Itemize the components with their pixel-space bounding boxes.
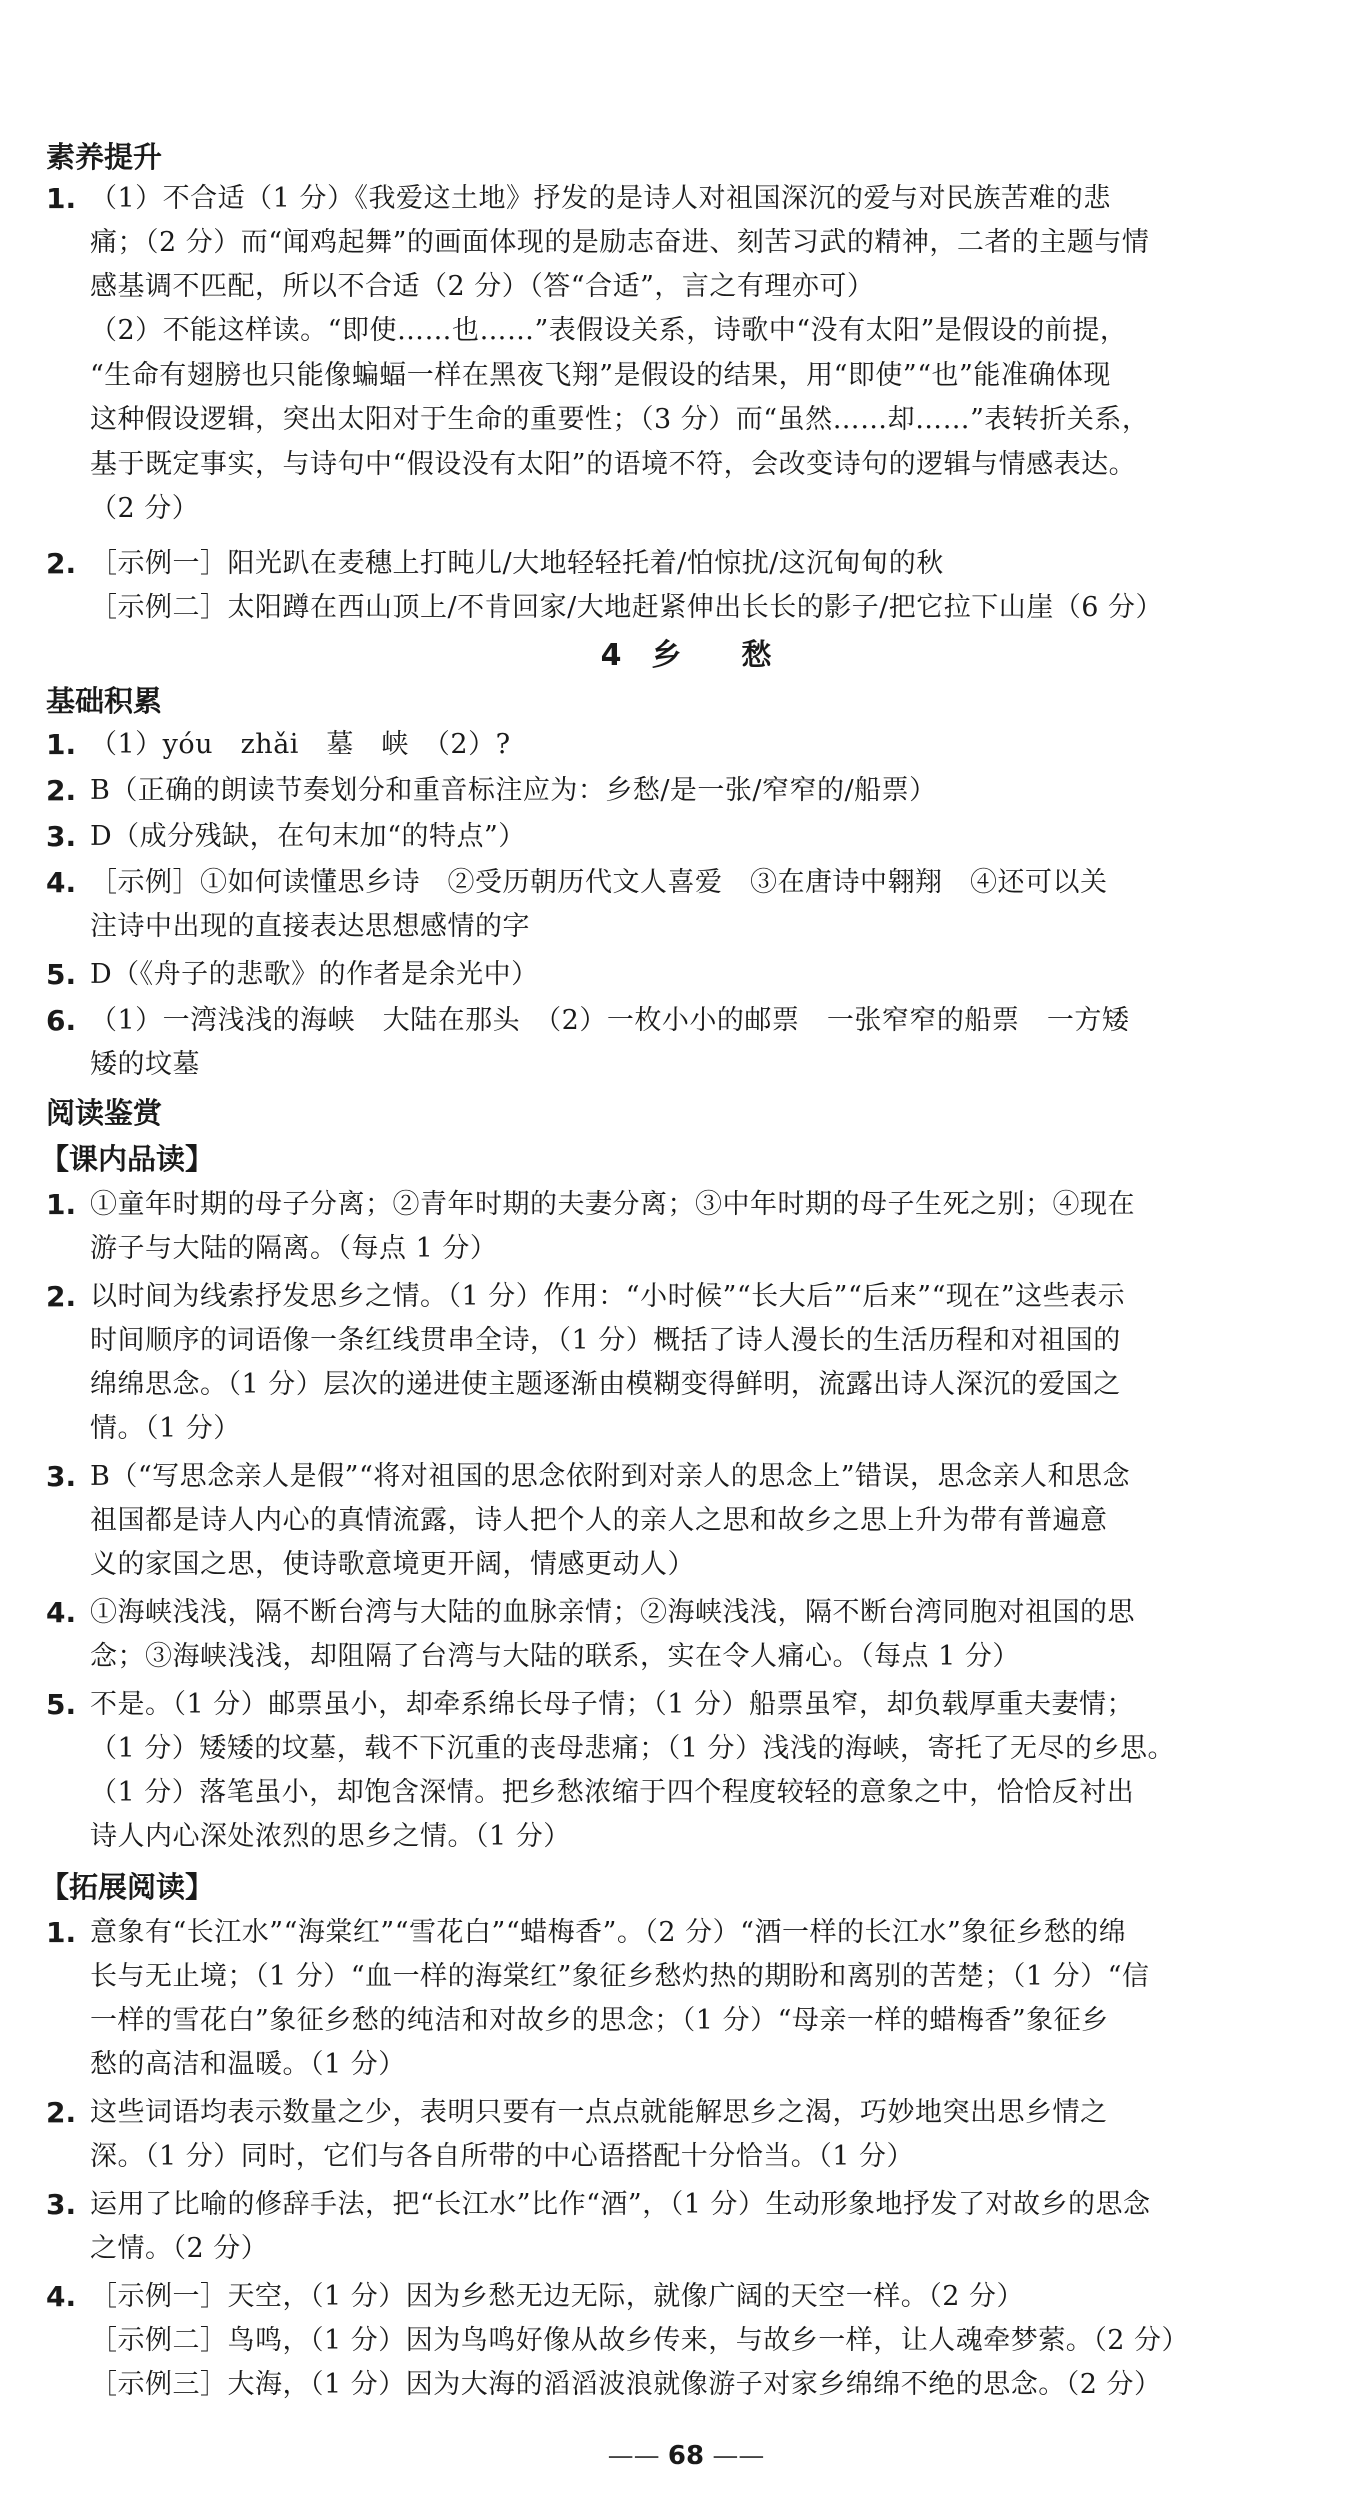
answer-line: 感基调不匹配，所以不合适（2 分）（答“合适”，言之有理亦可） (90, 271, 875, 302)
item-number: 5. (46, 1688, 77, 1721)
answer-line: 绵绵思念。（1 分）层次的递进使主题逐渐由模糊变得鲜明，流露出诗人深沉的爱国之 (90, 1369, 1121, 1400)
answer-line: ［示例一］天空，（1 分）因为乡愁无边无际，就像广阔的天空一样。（2 分） (90, 2281, 1025, 2312)
answer-line: （2 分） (90, 493, 200, 524)
answer-line: 这些词语均表示数量之少，表明只要有一点点就能解思乡之渴，巧妙地突出思乡情之 (90, 2097, 1108, 2128)
answer-line: 游子与大陆的隔离。（每点 1 分） (90, 1233, 498, 1264)
subsection-heading: 【课内品读】 (40, 1142, 215, 1176)
answer-line: ［示例］①如何读懂思乡诗 ②受历朝历代文人喜爱 ③在唐诗中翱翔 ④还可以关 (90, 867, 1108, 898)
item-number: 2. (46, 2096, 77, 2129)
answer-line: ［示例一］阳光趴在麦穗上打盹儿/大地轻轻托着/怕惊扰/这沉甸甸的秋 (90, 548, 944, 579)
item-number: 2. (46, 547, 77, 580)
answer-line: 这种假设逻辑，突出太阳对于生命的重要性；（3 分）而“虽然……却……”表转折关系， (90, 404, 1150, 435)
answer-line: （1 分）落笔虽小，却饱含深情。把乡愁浓缩于四个程度较轻的意象之中，恰恰反衬出 (90, 1777, 1135, 1808)
answer-line: （1 分）矮矮的坟墓，载不下沉重的丧母悲痛；（1 分）浅浅的海峡，寄托了无尽的乡思。 (90, 1733, 1176, 1764)
answer-line: 念；③海峡浅浅，却阻隔了台湾与大陆的联系，实在令人痛心。（每点 1 分） (90, 1641, 1020, 1672)
answer-line: ［示例二］鸟鸣，（1 分）因为鸟鸣好像从故乡传来，与故乡一样，让人魂牵梦萦。（2 分） (90, 2325, 1190, 2356)
answer-line: 义的家国之思，使诗歌意境更开阔，情感更动人） (90, 1549, 695, 1580)
answer-line: 诗人内心深处浓烈的思乡之情。（1 分） (90, 1821, 571, 1852)
answer-line: （1）yóu zhǎi 墓 峡 （2）? (90, 729, 511, 760)
answer-line: D（《舟子的悲歌》的作者是余光中） (90, 959, 539, 990)
answer-line: 一样的雪花白”象征乡愁的纯洁和对故乡的思念；（1 分）“母亲一样的蜡梅香”象征乡 (90, 2005, 1109, 2036)
answer-line: 痛；（2 分）而“闻鸡起舞”的画面体现的是励志奋进、刻苦习武的精神，二者的主题与情 (90, 227, 1150, 258)
answer-line: 以时间为线索抒发思乡之情。（1 分）作用：“小时候”“长大后”“后来”“现在”这些表示 (90, 1281, 1126, 1312)
item-number: 6. (46, 1004, 77, 1037)
answer-line: 愁的高洁和温暖。（1 分） (90, 2049, 406, 2080)
item-number: 3. (46, 2188, 77, 2221)
answer-line: B（正确的朗读节奏划分和重音标注应为：乡愁/是一张/窄窄的/船票） (90, 775, 937, 806)
answer-line: 时间顺序的词语像一条红线贯串全诗，（1 分）概括了诗人漫长的生活历程和对祖国的 (90, 1325, 1121, 1356)
item-number: 1. (46, 1188, 77, 1221)
section-heading: 素养提升 (46, 140, 163, 174)
page-number: 68 (667, 2441, 705, 2471)
answer-line: 之情。（2 分） (90, 2233, 269, 2264)
lesson-title: 4 乡 愁 (600, 638, 772, 673)
page-number-footer (0, 2436, 1372, 2476)
footer-dash: —— (607, 2441, 668, 2471)
section-heading: 基础积累 (46, 684, 163, 718)
answer-line: 深。（1 分）同时，它们与各自所带的中心语搭配十分恰当。（1 分） (90, 2141, 915, 2172)
item-number: 2. (46, 1280, 77, 1313)
section-heading: 阅读鉴赏 (46, 1096, 163, 1130)
item-number: 4. (46, 866, 77, 899)
answer-line: ［示例二］太阳蹲在西山顶上/不肯回家/大地赶紧伸出长长的影子/把它拉下山崖（6 分） (90, 592, 1164, 623)
footer-dash: —— (704, 2441, 765, 2471)
item-number: 3. (46, 820, 77, 853)
item-number: 2. (46, 774, 77, 807)
answer-line: ［示例三］大海，（1 分）因为大海的滔滔波浪就像游子对家乡绵绵不绝的思念。（2 分） (90, 2369, 1162, 2400)
item-number: 4. (46, 2280, 77, 2313)
answer-line: 长与无止境；（1 分）“血一样的海棠红”象征乡愁灼热的期盼和离别的苦楚；（1 分）“信 (90, 1961, 1150, 1992)
item-number: 1. (46, 1916, 77, 1949)
answer-line: B（“写思念亲人是假”“将对祖国的思念依附到对亲人的思念上”错误，思念亲人和思念 (90, 1461, 1131, 1492)
answer-line: 意象有“长江水”“海棠红”“雪花白”“蜡梅香”。（2 分）“酒一样的长江水”象征乡愁的绵 (90, 1917, 1127, 1948)
answer-line: 祖国都是诗人内心的真情流露，诗人把个人的亲人之思和故乡之思上升为带有普遍意 (90, 1505, 1108, 1536)
answer-line: 注诗中出现的直接表达思想感情的字 (90, 911, 530, 942)
answer-line: ①海峡浅浅，隔不断台湾与大陆的血脉亲情；②海峡浅浅，隔不断台湾同胞对祖国的思 (90, 1597, 1135, 1628)
answer-line: “生命有翅膀也只能像蝙蝠一样在黑夜飞翔”是假设的结果，用“即使”“也”能准确体现 (90, 360, 1111, 391)
answer-line: 运用了比喻的修辞手法，把“长江水”比作“酒”，（1 分）生动形象地抒发了对故乡的思念 (90, 2189, 1151, 2220)
answer-line: D（成分残缺，在句末加“的特点”） (90, 821, 526, 852)
item-number: 1. (46, 182, 77, 215)
item-number: 5. (46, 958, 77, 991)
answer-line: （2）不能这样读。“即使……也……”表假设关系，诗歌中“没有太阳”是假设的前提， (90, 315, 1128, 346)
item-number: 4. (46, 1596, 77, 1629)
answer-line: 矮的坟墓 (90, 1049, 200, 1080)
item-number: 1. (46, 728, 77, 761)
subsection-heading: 【拓展阅读】 (40, 1870, 215, 1904)
answer-line: 情。（1 分） (90, 1413, 241, 1444)
item-number: 3. (46, 1460, 77, 1493)
answer-line: （1）一湾浅浅的海峡 大陆在那头 （2）一枚小小的邮票 一张窄窄的船票 一方矮 (90, 1005, 1130, 1036)
answer-line: 不是。（1 分）邮票虽小，却牵系绵长母子情；（1 分）船票虽窄，却负载厚重夫妻情； (90, 1689, 1135, 1720)
answer-line: （1）不合适（1 分）《我爱这土地》抒发的是诗人对祖国深沉的爱与对民族苦难的悲 (90, 183, 1111, 214)
answer-line: 基于既定事实，与诗句中“假设没有太阳”的语境不符，会改变诗句的逻辑与情感表达。 (90, 449, 1137, 480)
answer-line: ①童年时期的母子分离；②青年时期的夫妻分离；③中年时期的母子生死之别；④现在 (90, 1189, 1135, 1220)
